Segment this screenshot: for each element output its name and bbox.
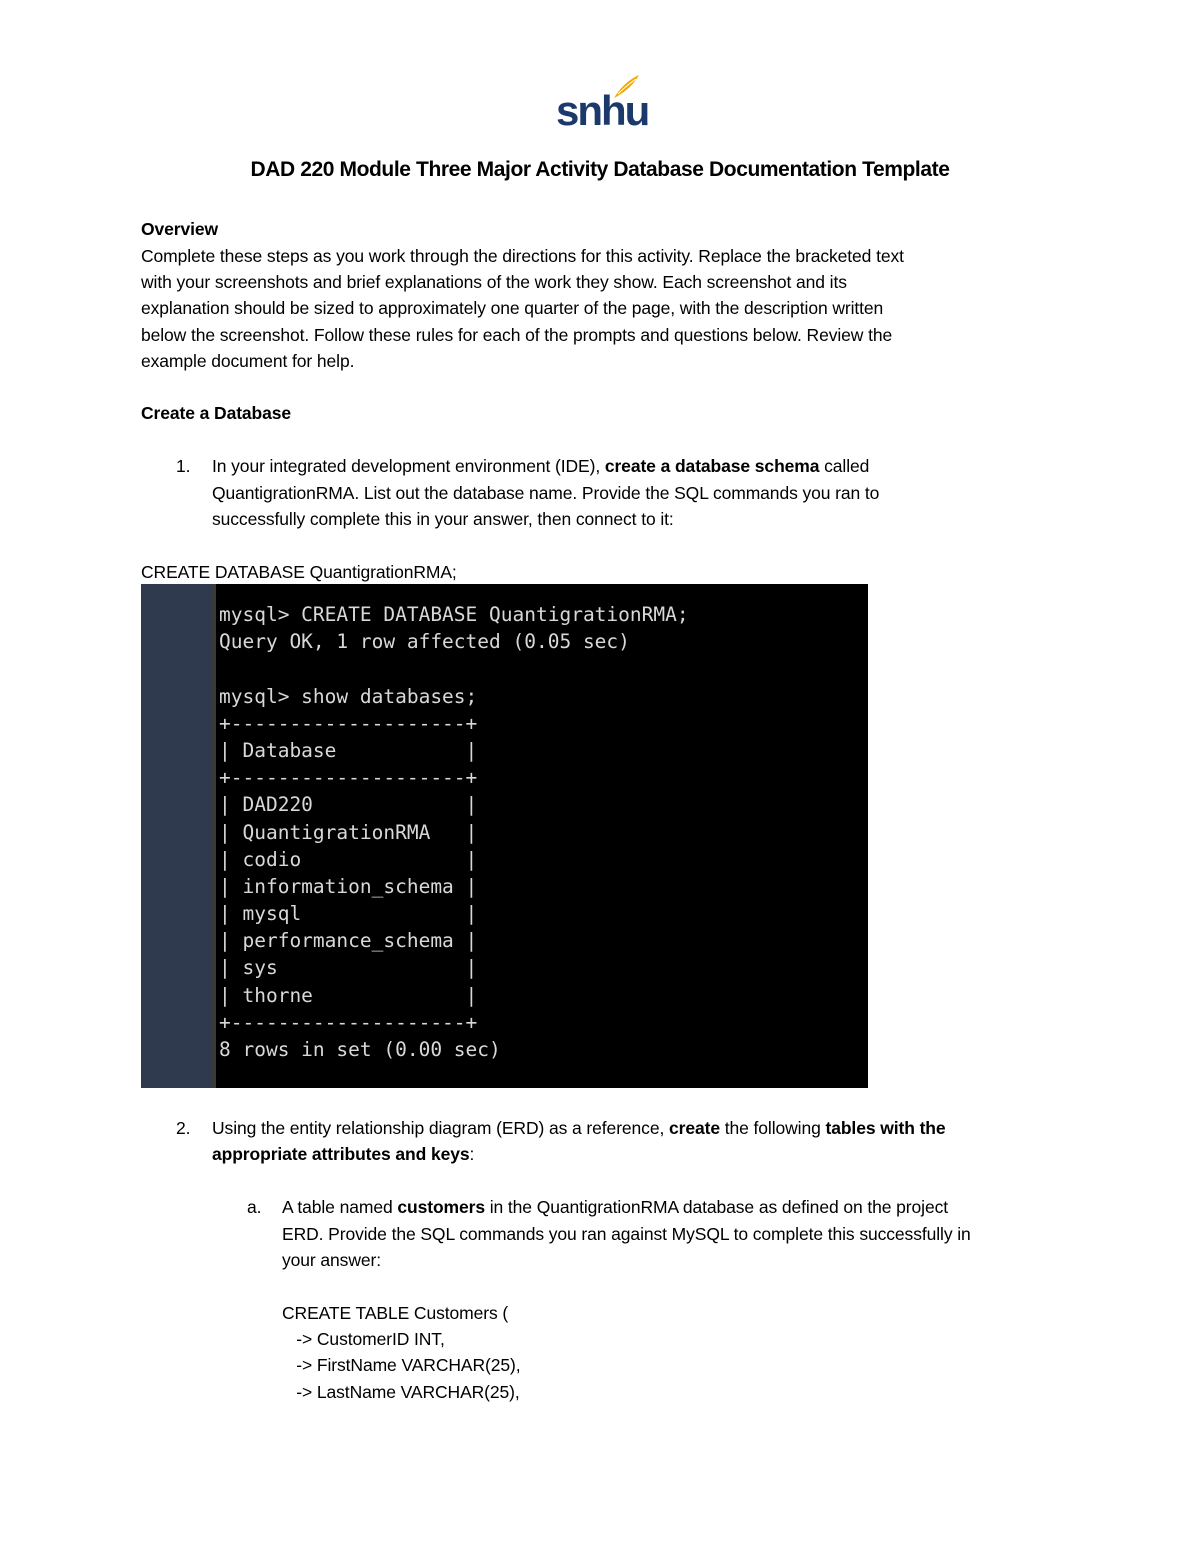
- overview-line: explanation should be sized to approximately one quarter of the page, with the description written: [141, 298, 884, 318]
- terminal-line: +--------------------+: [219, 711, 478, 735]
- terminal-line: | thorne |: [219, 983, 478, 1007]
- item-letter: a.: [247, 1197, 262, 1217]
- terminal-line: mysql> show databases;: [219, 684, 478, 708]
- terminal-line: | information_schema |: [219, 874, 478, 898]
- code-line: -> LastName VARCHAR(25),: [282, 1382, 520, 1402]
- overview-line: with your screenshots and brief explanations of the work they show. Each screenshot and its: [141, 272, 847, 292]
- overview-heading: Overview: [141, 219, 219, 239]
- document-title: DAD 220 Module Three Major Activity Database Documentation Template: [250, 158, 950, 181]
- code-line: -> FirstName VARCHAR(25),: [282, 1355, 521, 1375]
- overview-line: example document for help.: [141, 351, 355, 371]
- code-line: CREATE TABLE Customers (: [282, 1303, 509, 1323]
- item1-line3: successfully complete this in your answer, then connect to it:: [212, 509, 674, 529]
- overview-line: Complete these steps as you work through the directions for this activity. Replace the bracketed text: [141, 246, 904, 266]
- terminal-line: [219, 655, 689, 682]
- logo-text: snhu: [556, 87, 649, 134]
- terminal-line: +--------------------+: [219, 1010, 478, 1034]
- item2-line2: appropriate attributes and keys:: [212, 1144, 475, 1164]
- terminal-line: | QuantigrationRMA |: [219, 820, 478, 844]
- terminal-line: Query OK, 1 row affected (0.05 sec): [219, 630, 630, 654]
- item-number: 1.: [176, 456, 191, 476]
- terminal-line: | codio |: [219, 847, 478, 871]
- terminal-line: +--------------------+: [219, 766, 478, 790]
- item2a-line1: A table named customers in the QuantigrationRMA database as defined on the project: [282, 1197, 948, 1217]
- terminal-output: [219, 601, 689, 1063]
- item1-line2: QuantigrationRMA. List out the database name. Provide the SQL commands you ran to: [212, 483, 880, 503]
- item2a-line2: ERD. Provide the SQL commands you ran against MySQL to complete this successfully in: [282, 1224, 971, 1244]
- terminal-line: 8 rows in set (0.00 sec): [219, 1038, 501, 1061]
- overview-line: below the screenshot. Follow these rules for each of the prompts and questions below. Review the: [141, 325, 893, 345]
- terminal-line: | mysql |: [219, 902, 478, 926]
- terminal-line: | performance_schema |: [219, 929, 478, 953]
- item2-line1: Using the entity relationship diagram (ERD) as a reference, create the following tables with the: [212, 1118, 946, 1138]
- item1-line1: In your integrated development environment (IDE), create a database schema called: [212, 456, 870, 476]
- section-heading: Create a Database: [141, 403, 292, 423]
- terminal-screenshot: [141, 584, 868, 1088]
- sql-command: CREATE DATABASE QuantigrationRMA;: [141, 562, 457, 582]
- terminal-line: | sys |: [219, 956, 478, 980]
- item2a-line3: your answer:: [282, 1250, 381, 1270]
- terminal-sidebar: [141, 584, 212, 1088]
- code-line: -> CustomerID INT,: [282, 1329, 445, 1349]
- terminal-line: mysql> CREATE DATABASE QuantigrationRMA;: [219, 603, 689, 626]
- snhu-logo: [556, 74, 649, 134]
- item-number: 2.: [176, 1118, 191, 1138]
- terminal-line: | Database |: [219, 738, 478, 762]
- terminal-line: | DAD220 |: [219, 793, 478, 817]
